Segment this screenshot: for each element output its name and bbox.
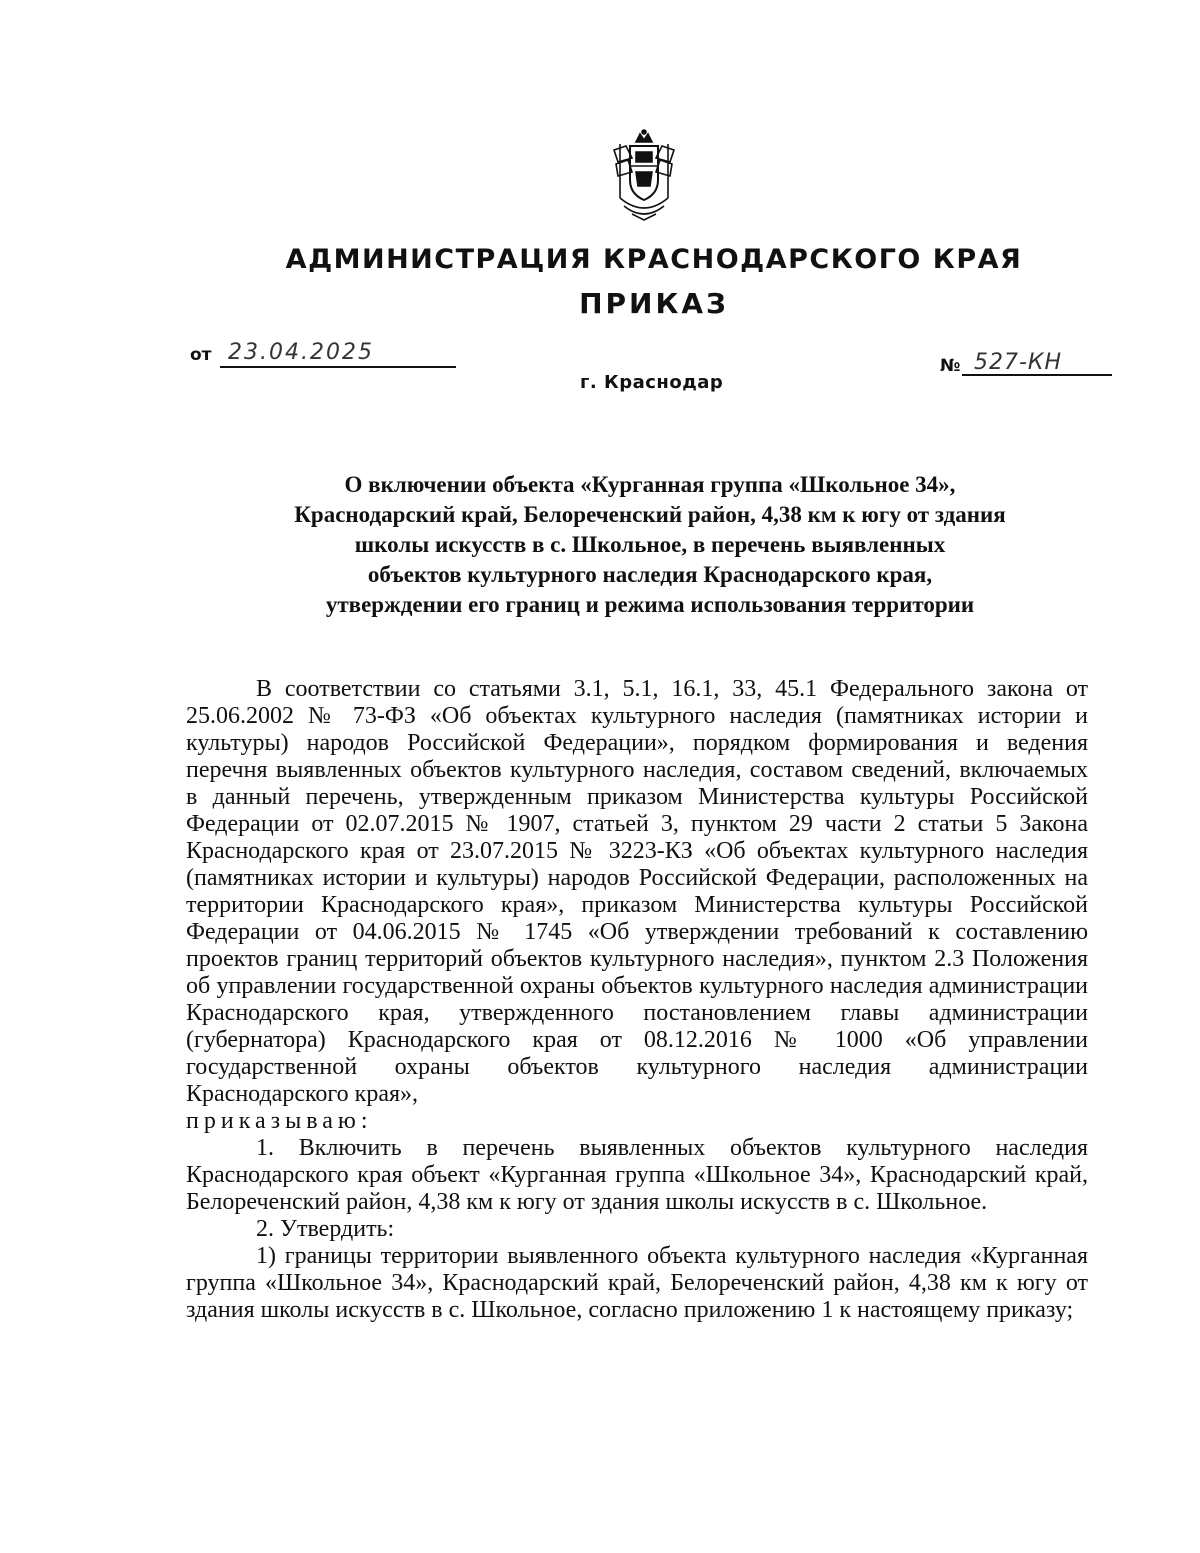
handwritten-order-number: 527-КН [962,350,1112,376]
number-label: № [940,356,961,376]
subject-line: утверждении его границ и режима использования территории [325,592,975,617]
subject-line: О включении объекта «Курганная группа «Школьное 34», [344,472,956,497]
item-2-paragraph: 2. Утвердить: [256,1216,395,1242]
item-2-1-paragraph: 1) границы территории выявленного объекта культурного наследия «Курганная группа «Школьное 34», Краснодарский край, Белореченский район, 4,38 км к югу от здания школы искусств в с. Школьное, согласно приложению 1 к настоящему приказу; [186,1243,1088,1323]
order-word: приказываю: [186,1108,373,1134]
subject-line: объектов культурного наследия Краснодарского края, [367,562,933,587]
document-type-title: ПРИКАЗ [579,287,729,320]
city-label: г. Краснодар [580,372,724,393]
item-1-paragraph: 1. Включить в перечень выявленных объектов культурного наследия Краснодарского края объект «Курганная группа «Школьное 34», Краснодарский край, Белореченский район, 4,38 км к югу от здания школы искусств в с. Школьное. [186,1135,1088,1215]
subject-line: школы искусств в с. Школьное, в перечень выявленных [354,532,946,557]
order-body [186,676,1088,1324]
organization-title: АДМИНИСТРАЦИЯ КРАСНОДАРСКОГО КРАЯ [285,244,1023,275]
order-subject-heading [160,470,1140,620]
order-word-paragraph [186,1108,1088,1135]
preamble-paragraph: В соответствии со статьями 3.1, 5.1, 16.1, 33, 45.1 Федерального закона от 25.06.2002 № 73-ФЗ «Об объектах культурного наследия (памятниках истории и культуры) народов Российской Федерации», порядком формирования и ведения перечня выявленных объектов культурного наследия, составом сведений, включаемых в данный перечень, утвержденным приказом Министерства культуры Российской Федерации от 02.07.2015 № 1907, статьей 3, пунктом 29 части 2 статьи 5 Закона Краснодарского края от 23.07.2015 № 3223-КЗ «Об объектах культурного наследия (памятниках истории и культуры) народов Российской Федерации, расположенных на территории Краснодарского края», приказом Министерства культуры Российской Федерации от 04.06.2015 № 1745 «Об утверждении требований к составлению проектов границ территорий объектов культурного наследия», пунктом 2.3 Положения об управлении государственной охраны объектов культурного наследия администрации Краснодарского края, утвержденного постановлением главы администрации (губернатора) Краснодарского края от 08.12.2016 № 1000 «Об управлении государственной охраны объектов культурного наследия администрации Краснодарского края», [186,676,1088,1107]
subject-line: Краснодарский край, Белореченский район, 4,38 км к югу от здания [294,502,1006,527]
date-label: от [190,345,212,365]
krasnodar-coat-of-arms-emblem [606,128,682,224]
handwritten-date: 23.04.2025 [220,340,456,368]
